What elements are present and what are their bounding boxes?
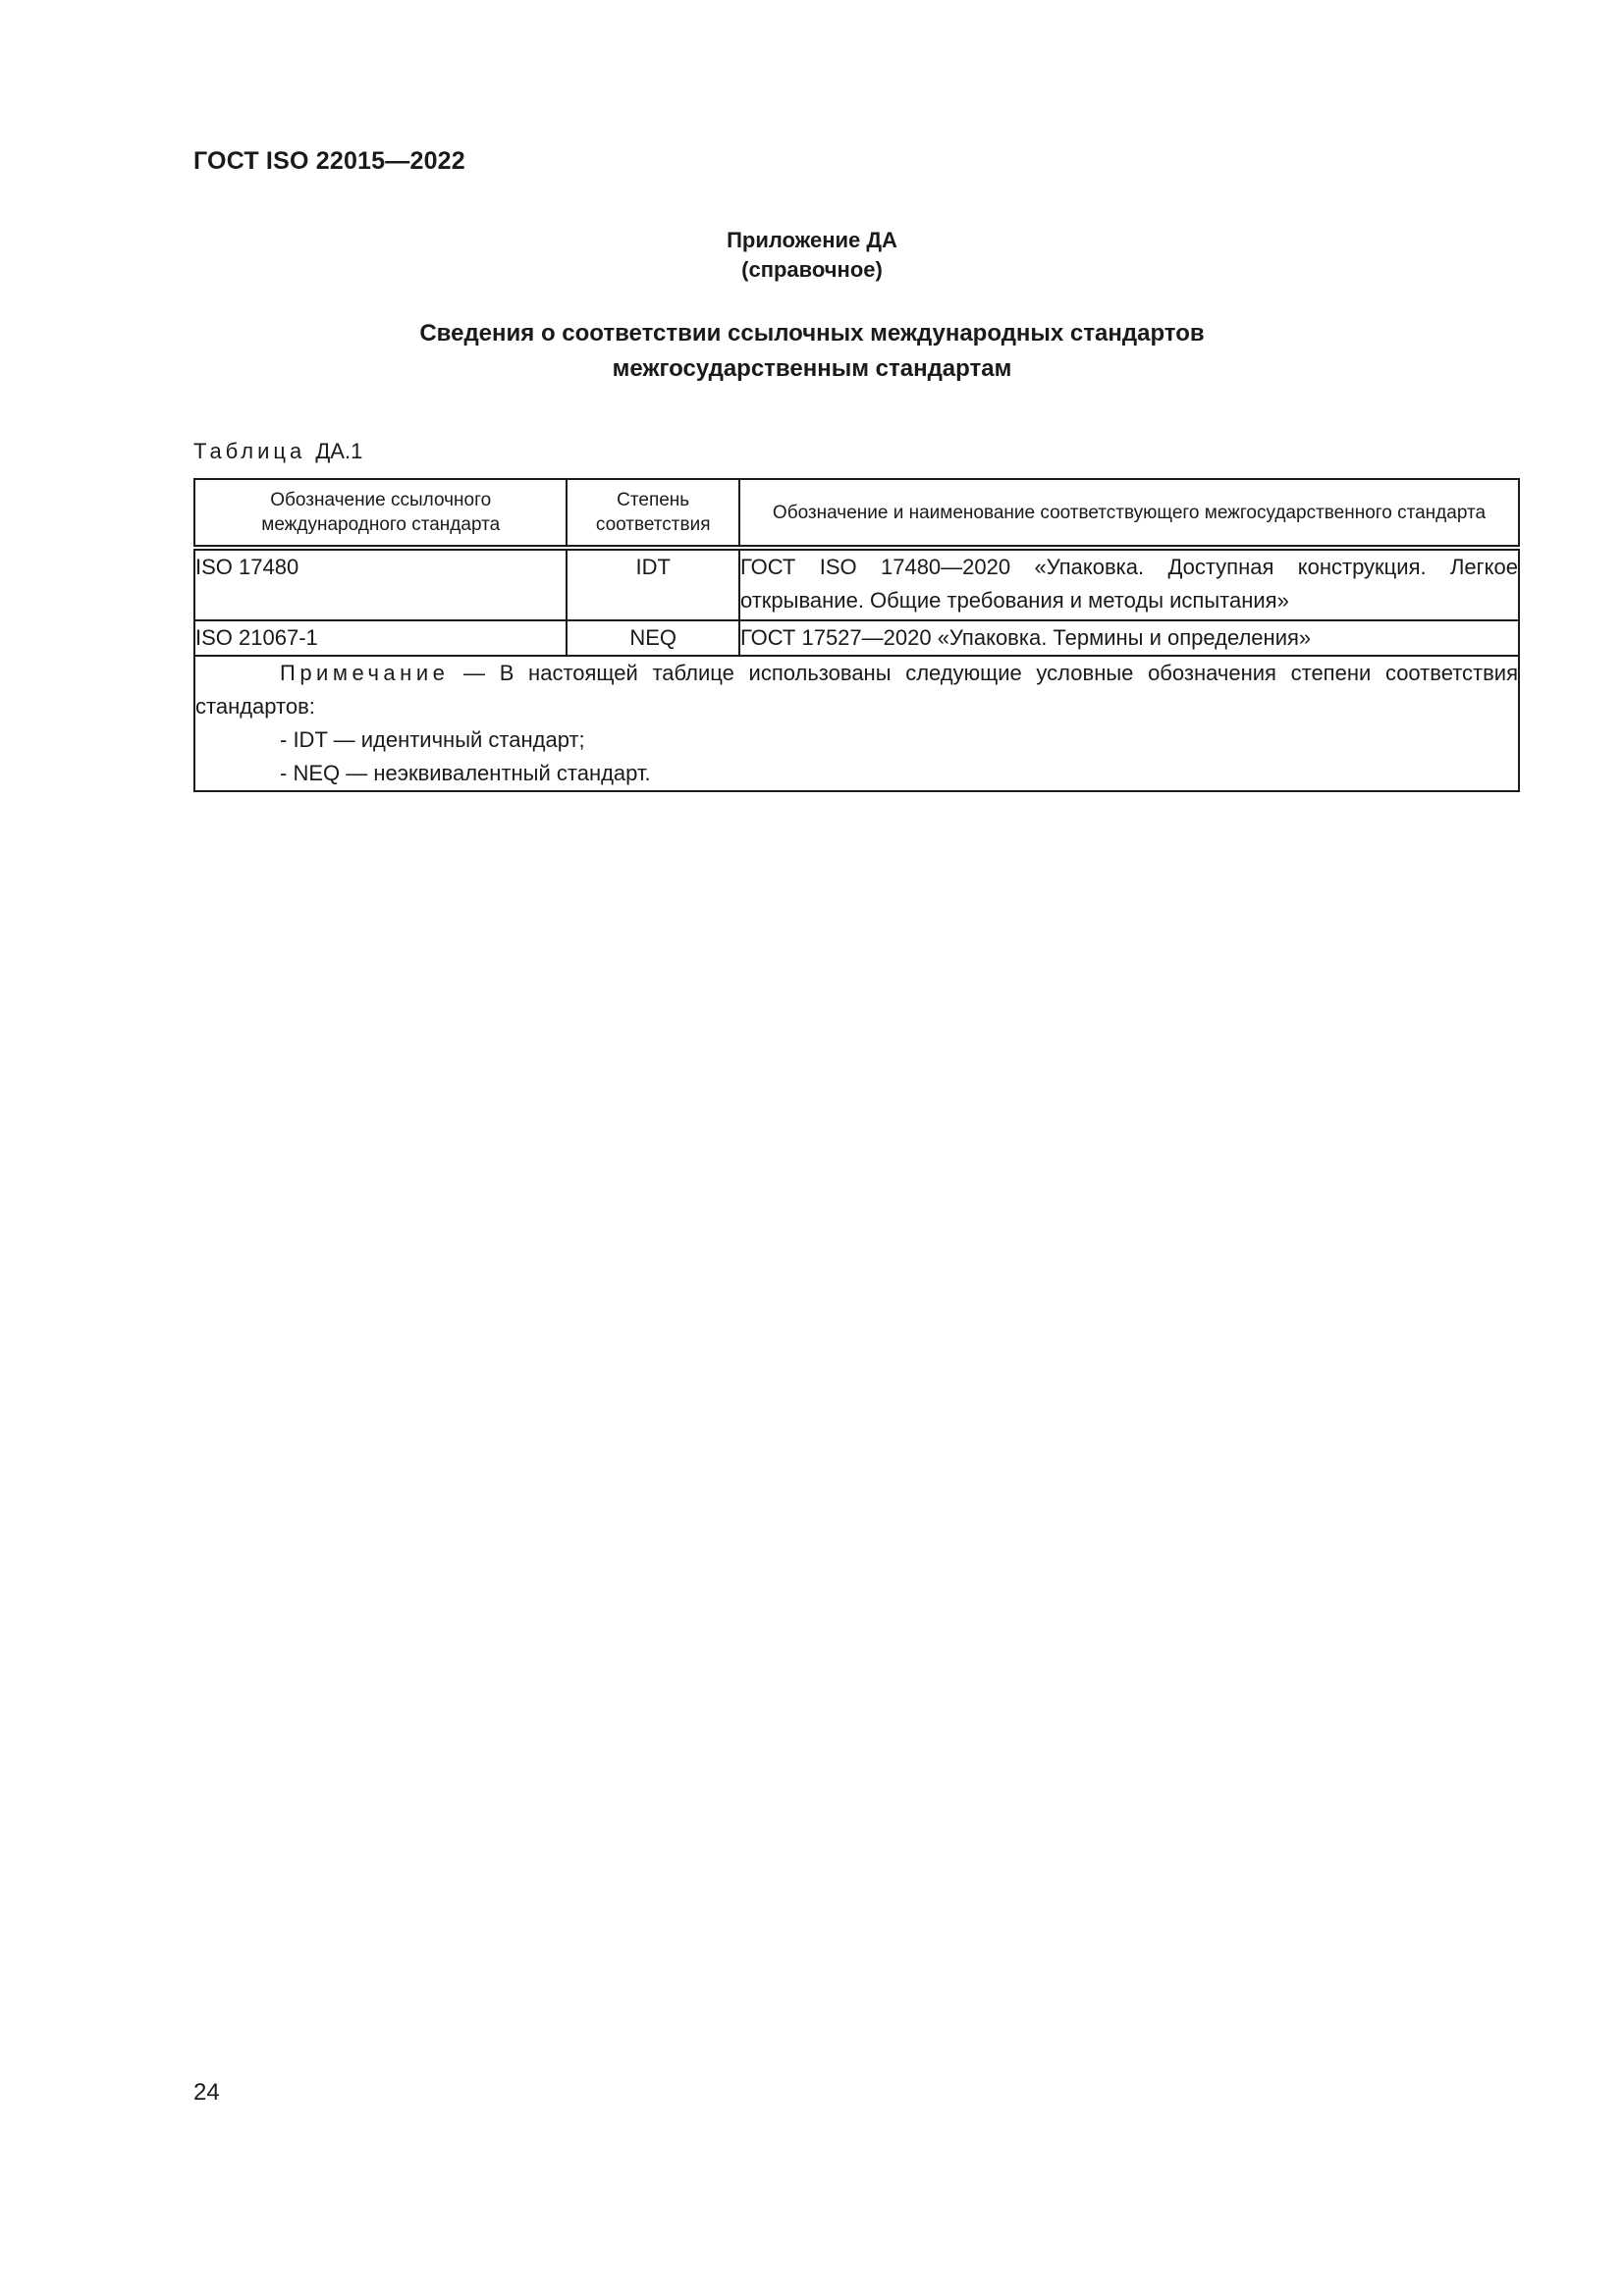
note-label: Примечание xyxy=(280,661,450,685)
page-number: 24 xyxy=(193,2079,220,2106)
table-note-row xyxy=(194,656,1519,791)
note-item-idt: - IDT — идентичный стандарт; xyxy=(280,727,585,752)
table-caption-word: Таблица xyxy=(193,439,306,463)
appendix-title xyxy=(0,316,1624,387)
table-note xyxy=(194,656,1519,791)
cell-degree: IDT xyxy=(567,548,739,620)
standard-designation-header: ГОСТ ISO 22015—2022 xyxy=(193,147,465,175)
appendix-type: (справочное) xyxy=(741,257,883,282)
cell-interstate: ГОСТ 17527—2020 «Упаковка. Термины и определения» xyxy=(739,620,1519,656)
table-header-row xyxy=(194,479,1519,548)
cell-interstate: ГОСТ ISO 17480—2020 «Упаковка. Доступная конструкция. Легкое открывание. Общие требования и методы испытания» xyxy=(739,548,1519,620)
correspondence-table xyxy=(193,478,1520,792)
note-item-neq: - NEQ — неэквивалентный стандарт. xyxy=(280,761,651,785)
column-header-interstate-label: Обозначение и наименование соответствующего межгосударственного стандарта xyxy=(772,502,1487,523)
column-header-international-label: Обозначение ссылочного международного стандарта xyxy=(261,490,501,535)
note-text: — В настоящей таблице использованы следующие условные обозначения степени соответствия стандартов: xyxy=(195,661,1518,719)
table-row xyxy=(194,548,1519,620)
column-header-degree-label: Степень соответствия xyxy=(595,490,711,535)
note-paragraph xyxy=(195,657,1518,723)
column-header-international xyxy=(194,479,567,548)
cell-degree: NEQ xyxy=(567,620,739,656)
table-row xyxy=(194,620,1519,656)
cell-international: ISO 21067-1 xyxy=(194,620,567,656)
cell-international: ISO 17480 xyxy=(194,548,567,620)
column-header-degree xyxy=(567,479,739,548)
table-caption xyxy=(193,439,362,464)
appendix-title-line-1: Сведения о соответствии ссылочных международных стандартов xyxy=(419,320,1205,347)
table-caption-number: ДА.1 xyxy=(315,439,363,463)
column-header-interstate xyxy=(739,479,1519,548)
appendix-heading xyxy=(0,226,1624,285)
appendix-label: Приложение ДА xyxy=(727,228,897,252)
appendix-title-line-2: межгосударственным стандартам xyxy=(612,355,1012,382)
